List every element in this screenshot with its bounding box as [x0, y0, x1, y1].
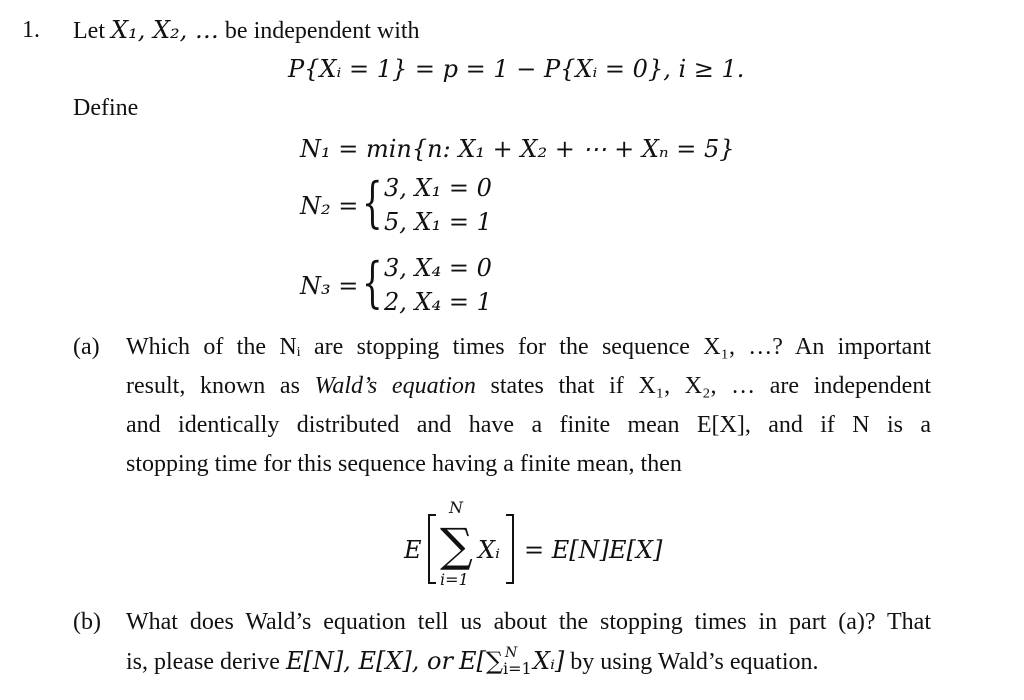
- part-a-line-1: Which of the Nᵢ are stopping times for the sequence X₁, …? An important: [126, 334, 931, 360]
- n2-case-1: 3, X₁ = 0: [384, 174, 492, 202]
- part-b-terms: E[N], E[X], or: [285, 647, 453, 675]
- wald-eq-e: E: [404, 536, 422, 564]
- wald-eq-sigma: ∑: [440, 518, 473, 572]
- part-b-line-2-post: by using Wald’s equation.: [570, 649, 819, 675]
- intro-text: Let: [73, 18, 105, 44]
- part-b-sigma: ∑: [485, 647, 503, 675]
- wald-eq-summand: Xᵢ: [478, 536, 500, 564]
- part-a-label: (a): [73, 334, 100, 360]
- part-b-sum-e: E[: [458, 647, 486, 675]
- part-a-line-2-post: states that if X₁, X₂, … are independent: [490, 373, 931, 399]
- wald-eq-rhs: = E[N]E[X]: [524, 536, 663, 564]
- n1-definition: N₁ = min{n: X₁ + X₂ + ⋯ + Xₙ = 5}: [300, 135, 735, 163]
- n3-case-1: 3, X₄ = 0: [384, 254, 492, 282]
- wald-eq-left-bracket: [428, 514, 436, 584]
- part-a-line-2-pre: result, known as: [126, 373, 300, 399]
- intro-vars: X₁, X₂, …: [110, 16, 219, 44]
- intro-rest: be independent with: [224, 18, 420, 44]
- n3-brace: {: [362, 251, 383, 314]
- wald-eq-right-bracket: [506, 514, 514, 584]
- n3-case-2: 2, X₄ = 1: [384, 288, 492, 316]
- wald-eq-sum-lower: i=1: [440, 570, 469, 589]
- problem-number: 1.: [22, 17, 40, 43]
- part-a-line-4: stopping time for this sequence having a finite mean, then: [126, 451, 682, 477]
- part-b-inner: Xᵢ]: [532, 647, 565, 675]
- n2-lhs: N₂ =: [300, 192, 359, 220]
- part-b-sum-limits: [502, 645, 533, 678]
- part-b-line-2-pre: is, please derive: [126, 649, 280, 675]
- probability-definition: P{Xᵢ = 1} = p = 1 − P{Xᵢ = 0}, i ≥ 1.: [288, 55, 745, 83]
- part-b-sum-lower: i=1: [502, 659, 532, 678]
- n2-case-2: 5, X₁ = 1: [384, 208, 492, 236]
- part-b-sum-upper: N: [504, 645, 518, 661]
- walds-equation-emphasis: Wald’s equation: [314, 373, 476, 399]
- part-b-label: (b): [73, 609, 101, 635]
- part-b-line-2: [126, 647, 819, 676]
- part-a-line-2: [126, 372, 931, 400]
- part-b-inline-sum: [458, 645, 565, 678]
- intro-line: [73, 16, 420, 45]
- wald-eq-sum-upper: N: [449, 498, 463, 517]
- n3-lhs: N₃ =: [300, 272, 359, 300]
- part-a-line-3: and identically distributed and have a finite mean E[X], and if N is a: [126, 412, 931, 438]
- part-b-line-1: What does Wald’s equation tell us about the stopping times in part (a)? That: [126, 609, 931, 635]
- n2-brace: {: [362, 171, 383, 234]
- define-label: Define: [73, 95, 139, 121]
